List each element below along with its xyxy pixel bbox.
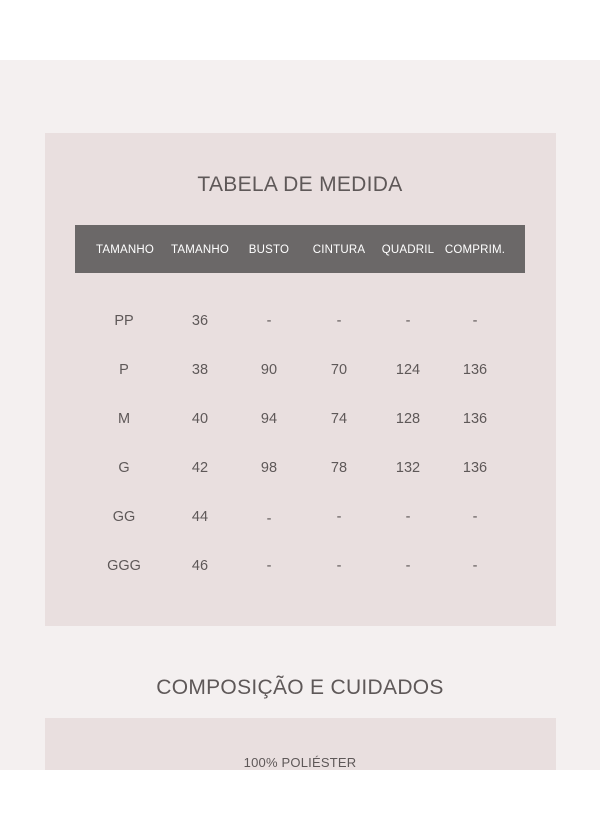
cell-waist: 78 bbox=[330, 460, 348, 476]
cell-length: 136 bbox=[462, 362, 488, 378]
cell-hip: - bbox=[405, 558, 411, 574]
cell-size-letter: PP bbox=[114, 313, 134, 329]
cell-bust: 90 bbox=[260, 362, 278, 378]
cell-length: - bbox=[472, 558, 478, 574]
cell-length: - bbox=[472, 313, 478, 329]
cell-waist: - bbox=[336, 313, 342, 329]
cell-size-number: 36 bbox=[191, 313, 209, 329]
cell-size-number: 44 bbox=[191, 509, 209, 525]
cell-size-number: 40 bbox=[191, 411, 209, 427]
cell-length: 136 bbox=[462, 411, 488, 427]
cell-waist: 74 bbox=[330, 411, 348, 427]
cell-size-letter: P bbox=[119, 362, 129, 378]
size-table-panel bbox=[45, 133, 556, 626]
cell-length: - bbox=[472, 509, 478, 525]
cell-hip: - bbox=[405, 313, 411, 329]
cell-size-number: 42 bbox=[191, 460, 209, 476]
header-cell-size-number: TAMANHO bbox=[170, 244, 230, 256]
cell-hip: 132 bbox=[395, 460, 421, 476]
header-cell-bust: BUSTO bbox=[248, 244, 290, 256]
size-table-header bbox=[75, 225, 525, 273]
cell-bust: - bbox=[266, 313, 272, 329]
cell-hip: 124 bbox=[395, 362, 421, 378]
cell-size-letter: GG bbox=[112, 509, 136, 525]
cell-size-letter: G bbox=[118, 460, 130, 476]
cell-hip: - bbox=[405, 509, 411, 525]
cell-bust: 94 bbox=[260, 411, 278, 427]
composition-title: COMPOSIÇÃO E CUIDADOS bbox=[156, 676, 444, 699]
cell-waist: - bbox=[336, 509, 342, 525]
cell-waist: - bbox=[336, 558, 342, 574]
header-cell-hip: QUADRIL bbox=[381, 244, 435, 256]
cell-bust: - bbox=[266, 511, 272, 527]
header-cell-size-letter: TAMANHO bbox=[95, 244, 155, 256]
cell-waist: 70 bbox=[330, 362, 348, 378]
header-cell-length: COMPRIM. bbox=[444, 244, 506, 256]
header-cell-waist: CINTURA bbox=[312, 244, 366, 256]
cell-size-letter: GGG bbox=[107, 558, 141, 574]
cell-bust: 98 bbox=[260, 460, 278, 476]
cell-size-number: 38 bbox=[191, 362, 209, 378]
size-table-title: TABELA DE MEDIDA bbox=[197, 173, 403, 196]
cell-hip: 128 bbox=[395, 411, 421, 427]
composition-text: 100% POLIÉSTER bbox=[243, 755, 357, 770]
cell-size-number: 46 bbox=[191, 558, 209, 574]
cell-length: 136 bbox=[462, 460, 488, 476]
cell-bust: - bbox=[266, 558, 272, 574]
cell-size-letter: M bbox=[117, 411, 131, 427]
